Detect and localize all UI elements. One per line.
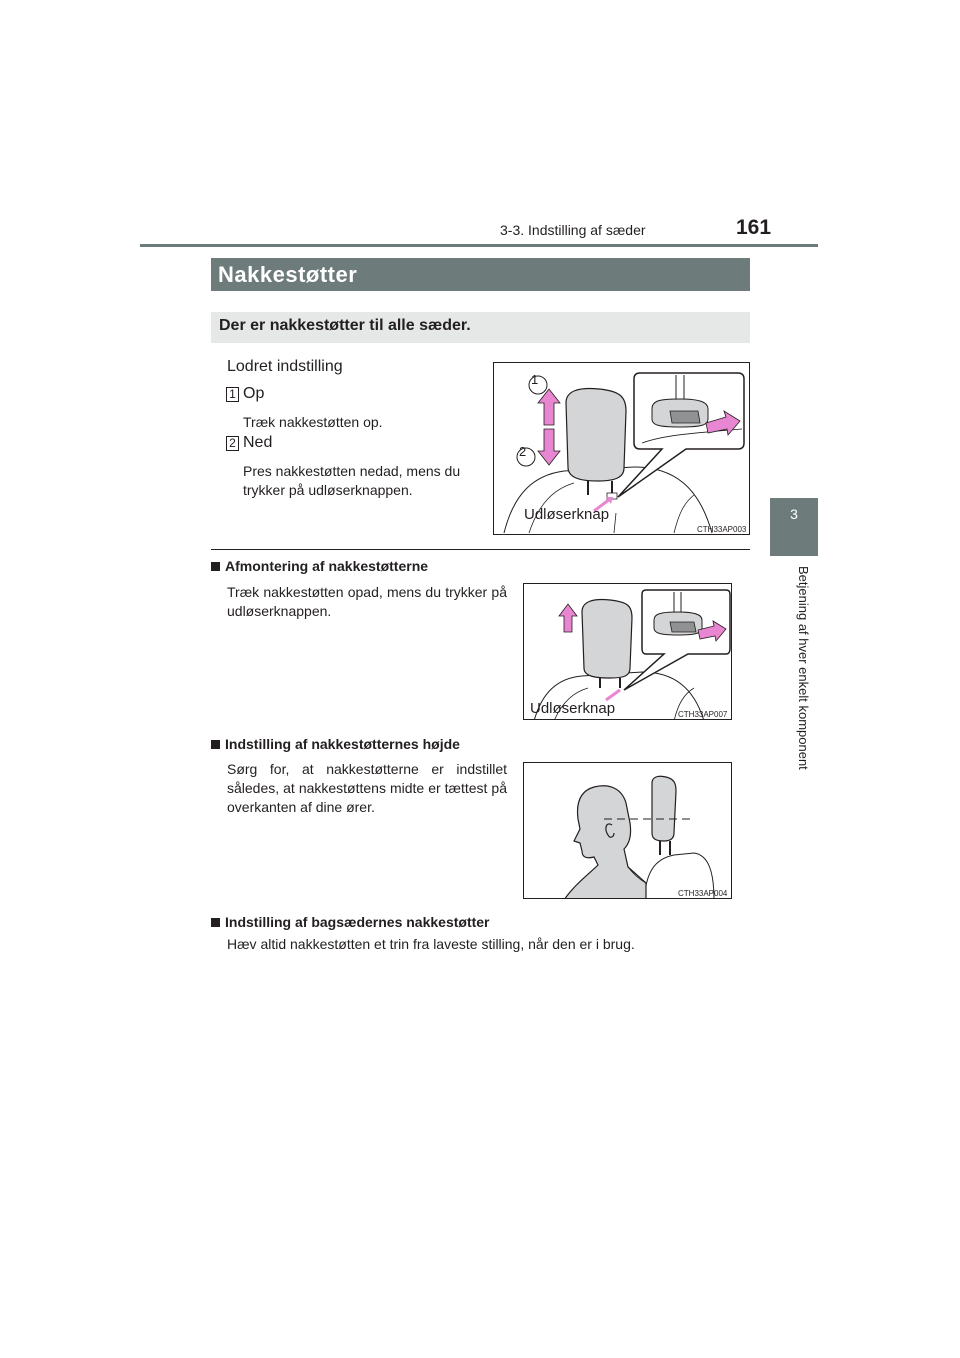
figure-number-1: 1 (531, 372, 539, 387)
release-button-label: Udløserknap (530, 700, 616, 717)
step-description-up: Træk nakkestøtten op. (243, 414, 383, 430)
intro-text: Der er nakkestøtter til alle sæder. (211, 312, 750, 343)
step-description-down: Pres nakkestøtten nedad, mens du trykker på udløserknappen. (243, 463, 461, 498)
figure-headrest-height (523, 762, 732, 899)
height-text: Sørg for, at nakkestøtterne er indstillet således, at nakkestøttens midte er tættest på overkanten af dine ører. (227, 761, 507, 815)
figure-code: CTH33AP003 (697, 525, 747, 534)
figure-headrest-removal (523, 583, 732, 720)
height-heading-text: Indstilling af nakkestøtternes højde (225, 736, 460, 752)
header-rule (140, 244, 818, 247)
vertical-adjust-title: Lodret indstilling (227, 358, 343, 375)
chapter-title: Betjening af hver enkelt komponent (796, 566, 811, 770)
step-number-badge: 1 (226, 387, 239, 402)
rear-heading (211, 914, 490, 930)
step-number-badge: 2 (226, 436, 239, 451)
step-label-up: Op (243, 385, 265, 402)
figure-code: CTH33AP007 (678, 710, 728, 719)
removal-heading-text: Afmontering af nakkestøtterne (225, 558, 429, 574)
height-heading (211, 736, 460, 752)
rear-heading-text: Indstilling af bagsædernes nakkestøtter (225, 914, 490, 930)
chapter-tab: 3 (770, 498, 818, 556)
section-divider (211, 549, 750, 550)
figure-headrest-vertical-adjust (493, 362, 750, 535)
bullet-square-icon (211, 562, 220, 571)
figure-number-2: 2 (519, 444, 527, 459)
section-reference: 3-3. Indstilling af sæder (500, 222, 646, 238)
removal-text: Træk nakkestøtten opad, mens du trykker på udløserknappen. (227, 584, 507, 619)
rear-text: Hæv altid nakkestøtten et trin fra laveste stilling, når den er i brug. (227, 936, 635, 952)
removal-heading (211, 558, 428, 574)
bullet-square-icon (211, 918, 220, 927)
page-title: Nakkestøtter (211, 258, 750, 291)
step-label-down: Ned (243, 434, 273, 451)
bullet-square-icon (211, 740, 220, 749)
release-button-label: Udløserknap (524, 506, 610, 523)
figure-code: CTH33AP004 (678, 889, 728, 898)
figure-illustration (524, 763, 732, 899)
page-number: 161 (736, 216, 772, 239)
